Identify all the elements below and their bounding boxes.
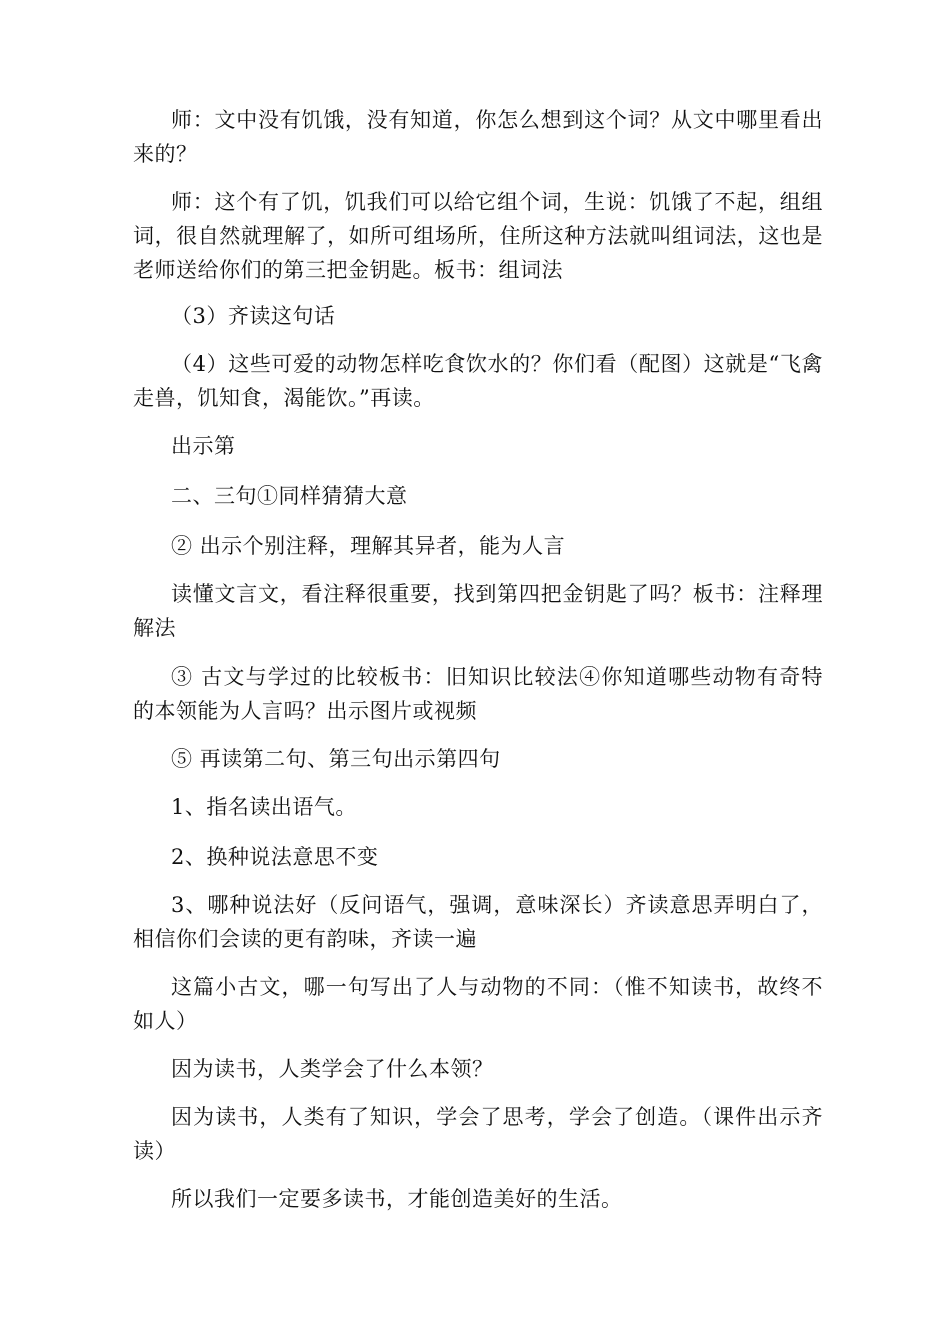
paragraph-item-2: 2、换种说法意思不变 (171, 845, 379, 869)
paragraph-read-classical: 读懂文言文，看注释很重要，找到第四把金钥匙了吗？板书：注释理解法 (133, 582, 823, 640)
paragraph-teacher-explanation: 师：这个有了饥，饥我们可以给它组个词，生说：饥饿了不起，组组词，很自然就理解了，如所可组场所，住所这种方法就叫组词法，这也是老师送给你们的第三把金钥匙。板书：组词法 (133, 190, 823, 282)
paragraph-show-first: 出示第 (171, 434, 236, 458)
paragraph-difference: 这篇小古文，哪一句写出了人与动物的不同：（惟不知读书，故终不如人） (133, 975, 823, 1033)
paragraph-item-3: 3、哪种说法好（反问语气，强调，意味深长）齐读意思弄明白了，相信你们会读的更有韵味，齐读一遍 (133, 893, 823, 951)
paragraph-reread: ⑤ 再读第二句、第三句出示第四句 (171, 747, 501, 771)
paragraph-conclusion: 所以我们一定要多读书，才能创造美好的生活。 (171, 1187, 623, 1211)
paragraph-answer-skill: 因为读书，人类有了知识，学会了思考，学会了创造。（课件出示齐读） (133, 1105, 823, 1163)
paragraph-teacher-question: 师：文中没有饥饿，没有知道，你怎么想到这个词？从文中哪里看出来的？ (133, 108, 823, 166)
paragraph-question-skill: 因为读书，人类学会了什么本领？ (171, 1057, 494, 1081)
paragraph-annotation: ② 出示个别注释，理解其异者，能为人言 (171, 534, 566, 558)
paragraph-compare: ③ 古文与学过的比较板书：旧知识比较法④你知道哪些动物有奇特的本领能为人言吗？出示图片或视频 (133, 665, 823, 723)
paragraph-step-4: （4）这些可爱的动物怎样吃食饮水的？你们看（配图）这就是“飞禽走兽，饥知食，渴能饮。”再读。 (133, 352, 823, 410)
paragraph-step-3: （3）齐读这句话 (171, 304, 336, 328)
paragraph-item-1: 1、指名读出语气。 (171, 795, 357, 819)
paragraph-second-third-sentence: 二、三句①同样猜猜大意 (171, 484, 408, 508)
